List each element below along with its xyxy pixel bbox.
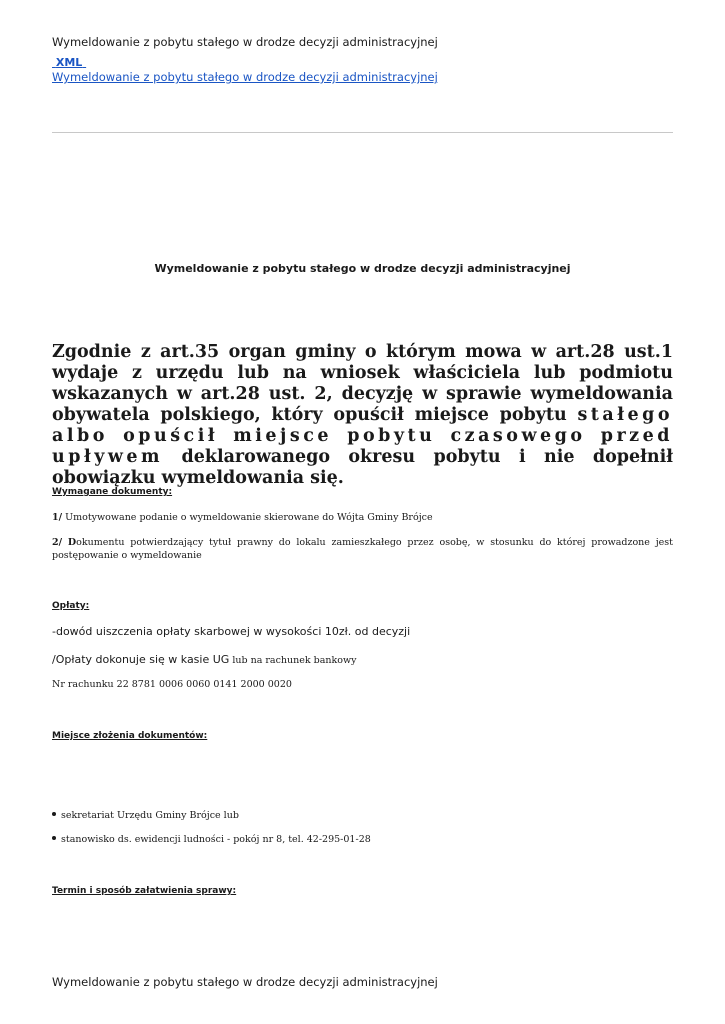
- lead-spaced-text: stałego albo opuścił miejsce pobytu czasowego przed upływem: [52, 405, 674, 467]
- xml-link-label: XML: [55, 56, 83, 69]
- list-item-text: sekretariat Urzędu Gminy Brójce lub: [61, 810, 239, 821]
- list-item: [52, 810, 239, 821]
- lead-main-text: Zgodnie z art.35 organ gminy o którym mowa w art.28 ust.1 wydaje z urzędu lub na wniosek właściciela lub podmiotu wskazanych w art.28 ust. 2, decyzję w sprawie wymeldowania obywatela polskiego, który opuścił miejsce pobytu: [52, 342, 673, 425]
- bullet-icon: [52, 812, 56, 816]
- fees-line-2-small: lub na rachunek bankowy: [229, 655, 357, 666]
- required-doc-text: Umotywowane podanie o wymeldowanie skierowane do Wójta Gminy Brójce: [65, 512, 433, 523]
- required-doc-item-1: [52, 512, 433, 523]
- document-title: Wymeldowanie z pobytu stałego w drodze decyzji administracyjnej: [154, 262, 571, 275]
- bank-account: Nr rachunku 22 8781 0006 0060 0141 2000 0020: [52, 679, 292, 690]
- footer-title: Wymeldowanie z pobytu stałego w drodze decyzji administracyjnej: [52, 975, 438, 989]
- required-doc-lead-letter: D: [67, 537, 77, 548]
- fees-line-2-main: /Opłaty dokonuje się w kasie UG: [52, 653, 230, 666]
- title-link[interactable]: Wymeldowanie z pobytu stałego w drodze decyzji administracyjnej: [52, 70, 438, 84]
- fees-line-1: -dowód uiszczenia opłaty skarbowej w wysokości 10zł. od decyzji: [52, 625, 411, 638]
- required-docs-heading: Wymagane dokumenty:: [52, 487, 173, 497]
- required-doc-item-2: [52, 536, 673, 562]
- list-item: [52, 834, 371, 845]
- list-item-text: stanowisko ds. ewidencji ludności - pokój nr 8, tel. 42-295-01-28: [61, 834, 371, 845]
- fees-line-2: [52, 653, 357, 666]
- required-doc-num: 2/: [52, 537, 63, 548]
- place-heading: Miejsce złożenia dokumentów:: [52, 731, 208, 741]
- bullet-icon: [52, 836, 56, 840]
- lead-paragraph: [52, 342, 673, 489]
- divider: [52, 132, 673, 133]
- lead-end-text: deklarowanego okresu pobytu i nie dopełnił obowiązku wymeldowania się.: [52, 447, 673, 488]
- required-doc-num: 1/: [52, 512, 63, 523]
- header-title: Wymeldowanie z pobytu stałego w drodze decyzji administracyjnej: [52, 35, 438, 49]
- xml-link[interactable]: [52, 56, 86, 69]
- fees-heading: Opłaty:: [52, 601, 90, 611]
- deadline-heading: Termin i sposób załatwienia sprawy:: [52, 886, 237, 896]
- required-doc-text: okumentu potwierdzający tytuł prawny do lokalu zamieszkałego przez osobę, w stosunku do której prowadzone jest postępowanie o wymeldowanie: [52, 537, 673, 561]
